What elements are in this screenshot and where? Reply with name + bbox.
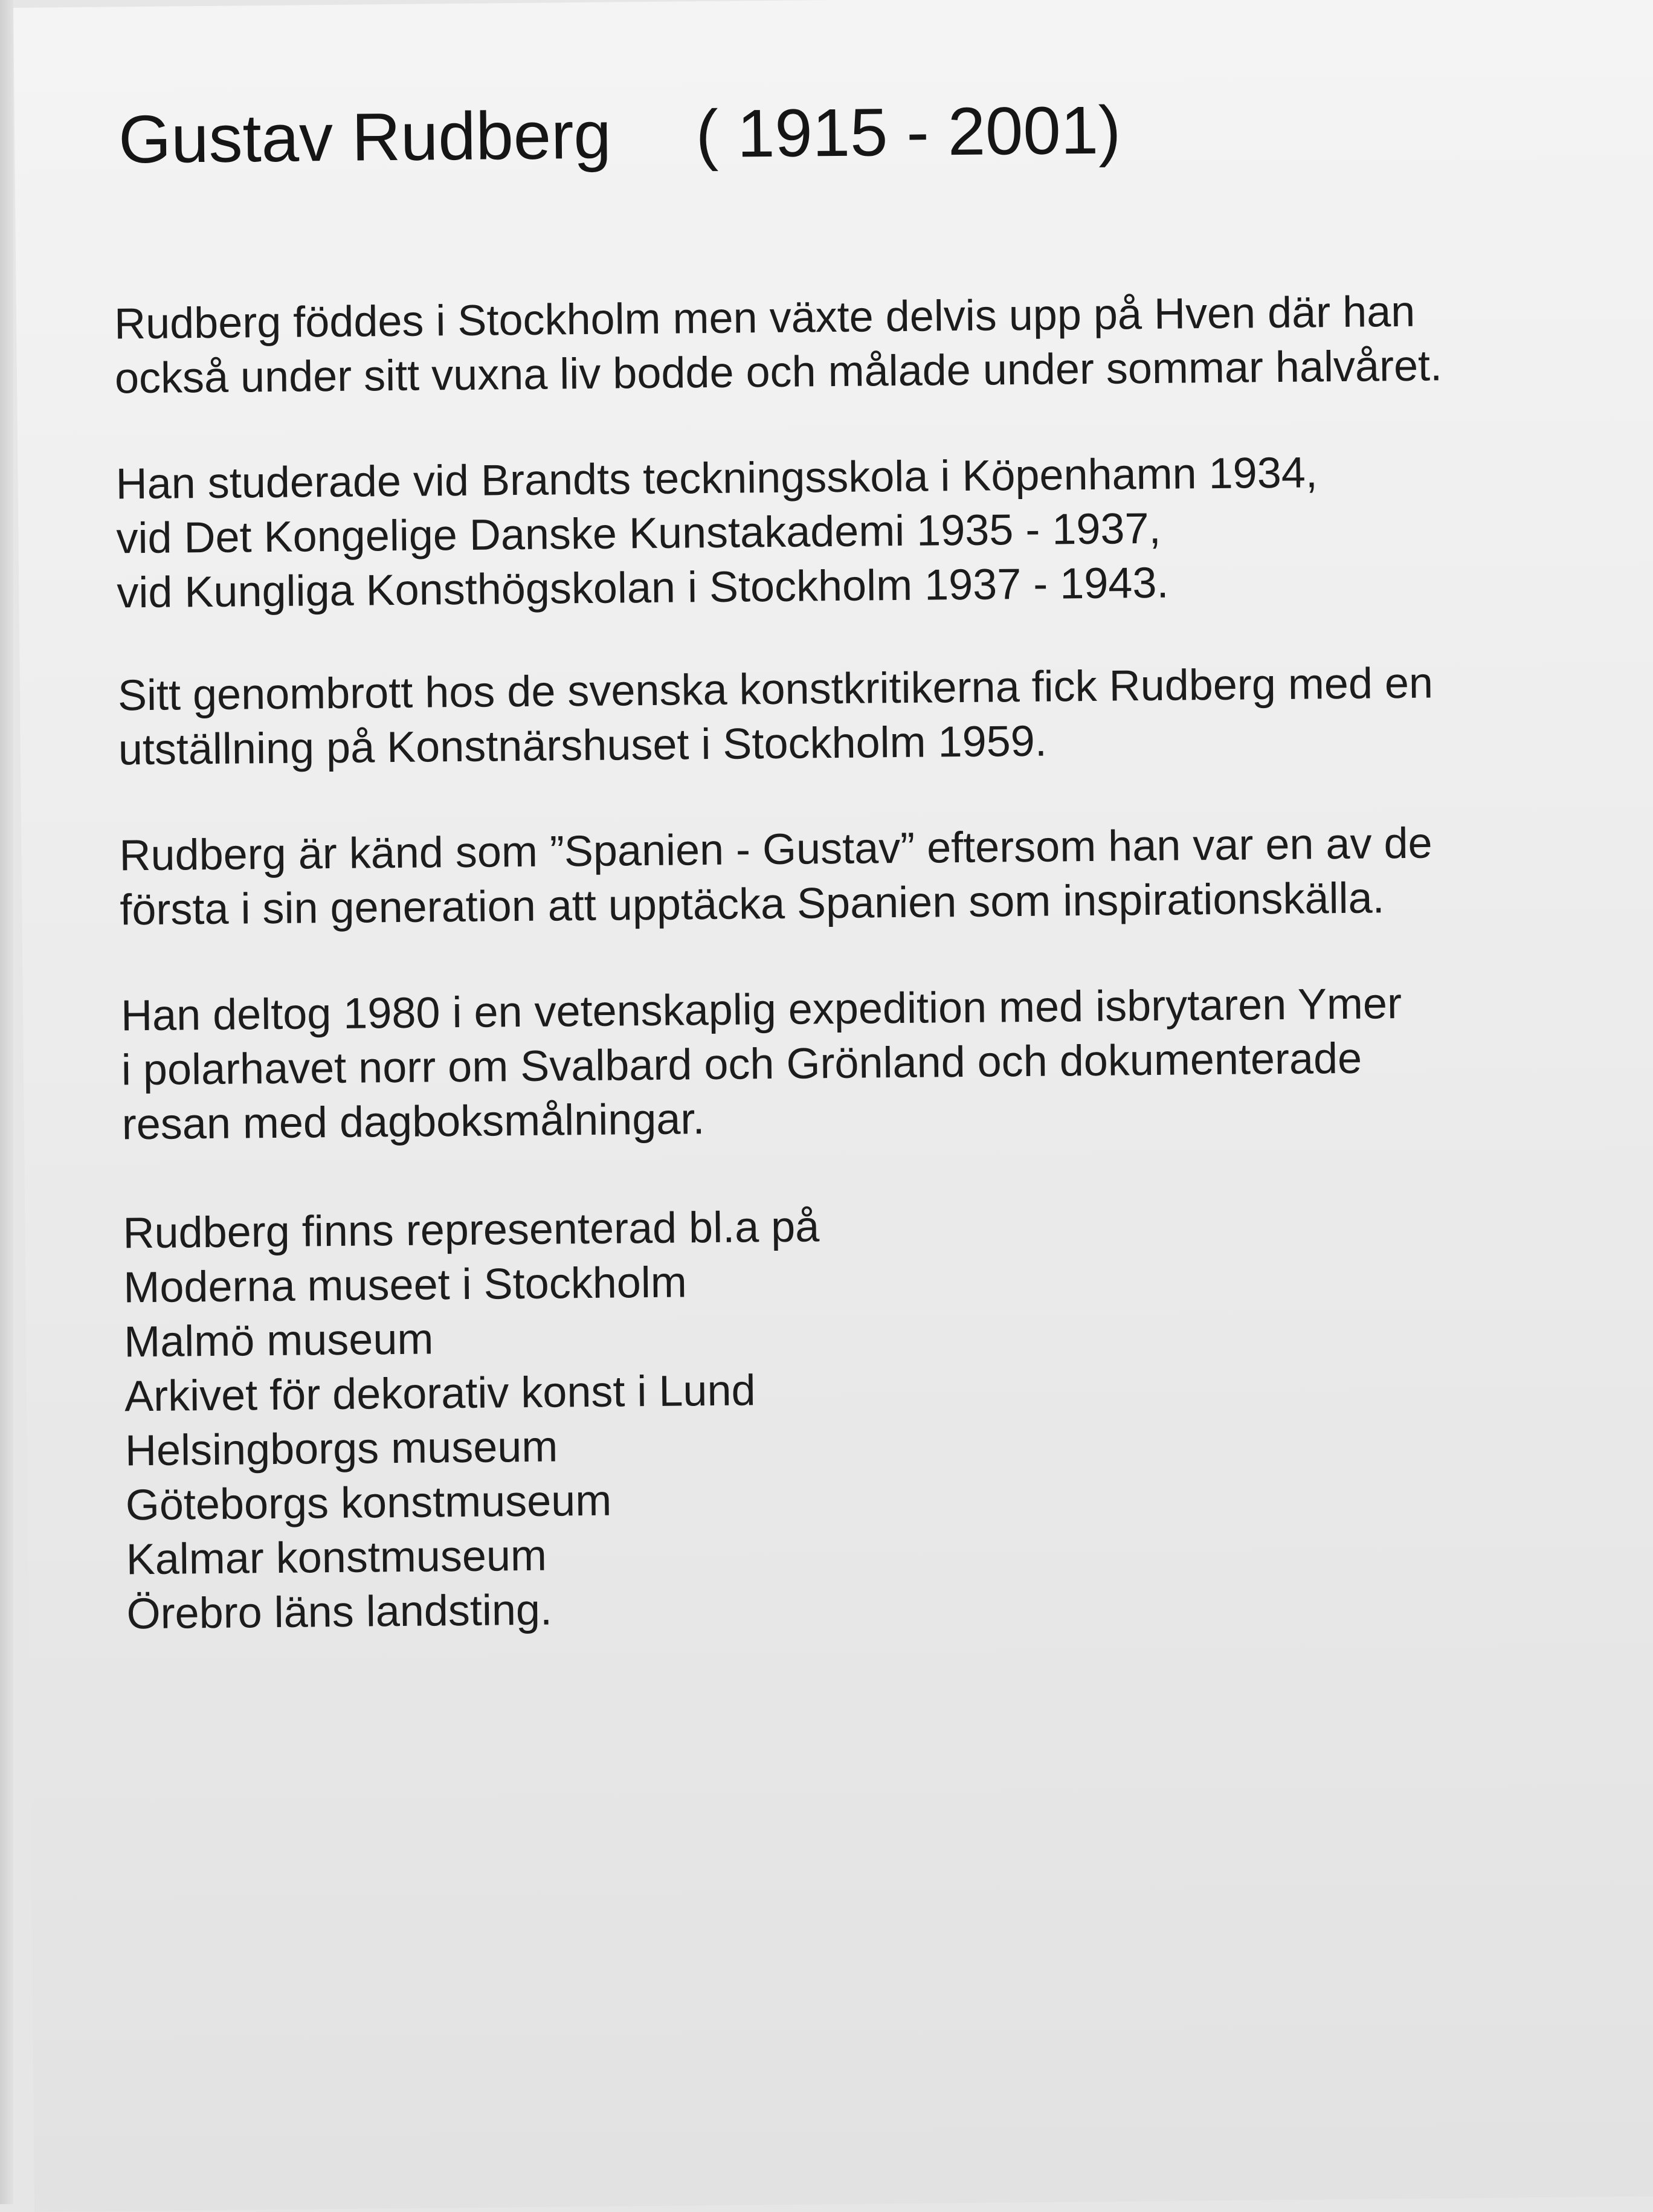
- text-line: första i sin generation att upptäcka Spanien som inspirationskälla.: [120, 874, 1385, 935]
- list-item: Göteborgs konstmuseum: [125, 1476, 612, 1530]
- text-line: Rudberg är känd som ”Spanien - Gustav” eftersom han var en av de: [119, 819, 1432, 880]
- paragraph-education: [115, 445, 1319, 620]
- text-line: Sitt genombrott hos de svenska konstkritikerna fick Rudberg med en: [117, 659, 1434, 720]
- text-line: vid Det Kongelige Danske Kunstakademi 1935 - 1937,: [116, 504, 1161, 563]
- text-line: vid Kungliga Konsthögskolan i Stockholm 1937 - 1943.: [116, 558, 1169, 617]
- list-item: Kalmar konstmuseum: [126, 1531, 547, 1584]
- text-line: Han deltog 1980 i en vetenskaplig expedition med isbrytaren Ymer: [120, 979, 1402, 1040]
- life-years: ( 1915 - 2001): [695, 92, 1121, 172]
- page-title: [118, 88, 1121, 182]
- text-line: också under sitt vuxna liv bodde och målade under sommar halvåret.: [114, 341, 1443, 403]
- list-item: Moderna museet i Stockholm: [123, 1258, 688, 1312]
- artist-name: Gustav Rudberg: [118, 97, 612, 178]
- text-line: Rudberg föddes i Stockholm men växte delvis upp på Hven där han: [114, 287, 1416, 349]
- collections-list: [123, 1199, 823, 1641]
- collections-intro: Rudberg finns representerad bl.a på: [123, 1202, 820, 1258]
- list-item: Örebro läns landsting.: [126, 1585, 553, 1639]
- paragraph-spain: [119, 816, 1433, 938]
- paragraph-breakthrough: [118, 656, 1434, 778]
- list-item: Malmö museum: [123, 1315, 434, 1367]
- paragraph-expedition: [121, 976, 1403, 1152]
- text-line: Han studerade vid Brandts teckningsskola i Köpenhamn 1934,: [115, 448, 1318, 509]
- text-line: i polarhavet norr om Svalbard och Grönland och dokumenterade: [121, 1034, 1362, 1095]
- paper-edge-shadow: [0, 0, 13, 2204]
- text-line: resan med dagboksmålningar.: [121, 1095, 705, 1149]
- text-line: utställning på Konstnärshuset i Stockholm 1959.: [118, 717, 1048, 775]
- paper-sheet: [13, 0, 1653, 2212]
- paragraph-childhood: [114, 284, 1443, 405]
- list-item: Arkivet för dekorativ konst i Lund: [124, 1366, 756, 1421]
- list-item: Helsingborgs museum: [124, 1422, 558, 1475]
